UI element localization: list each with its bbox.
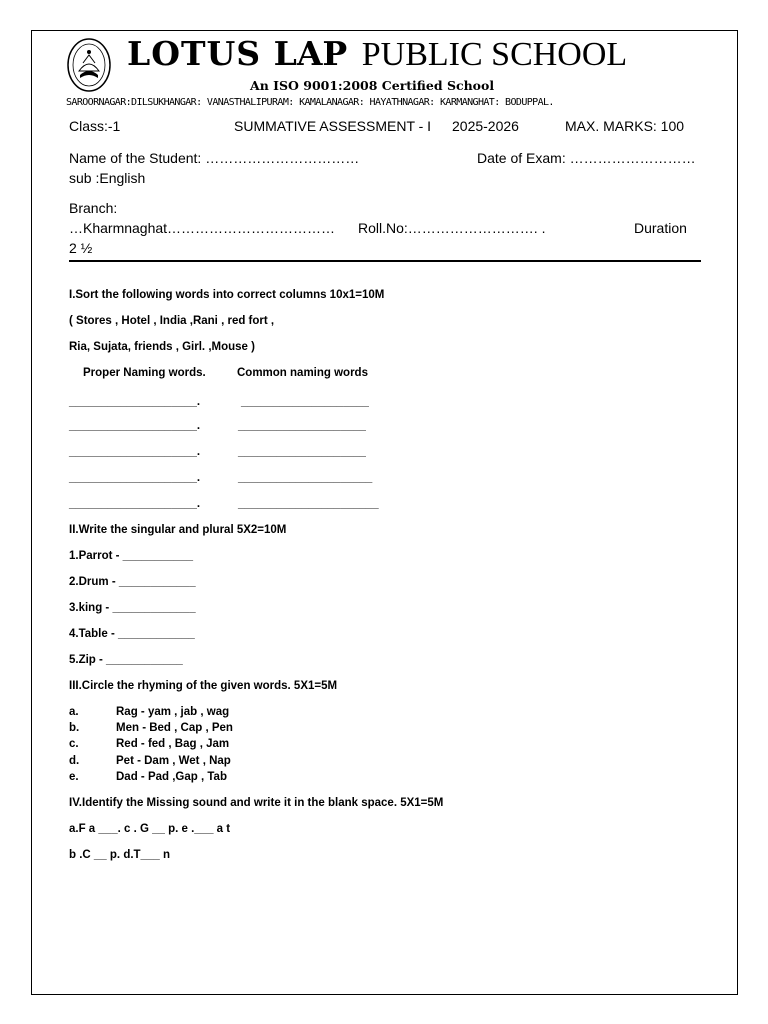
section4-title: IV.Identify the Missing sound and write it in the blank space. 5X1=5M [69,797,444,809]
school-crest-logo [66,37,112,93]
assessment-title: SUMMATIVE ASSESSMENT - I [234,118,432,134]
rhyme-item-letter: a. [69,706,79,718]
missing-sound-line1: a.F a ___. c . G __ p. e .___ a t [69,823,231,835]
rhyme-item-letter: e. [69,771,79,783]
section1-words-line2: Ria, Sujata, friends , Girl. ,Mouse ) [69,341,255,353]
section1-words-line1: ( Stores , Hotel , India ,Rani , red fort , [69,315,275,327]
blank-proper-1[interactable]: ____________________. [69,396,201,408]
certification-text: An ISO 9001:2008 Certified School [250,78,495,93]
blank-common-2[interactable]: ____________________ [238,420,366,432]
singular-plural-item-4: 4.Table - ____________ [69,628,195,640]
blank-proper-4[interactable]: ____________________. [69,472,201,484]
roll-no-field: Roll.No:………………………. . [358,220,546,236]
rhyme-item-text: Rag - yam , jab , wag [116,706,230,718]
class-label: Class:-1 [69,118,121,134]
student-name-field: Name of the Student: …………………………… [69,150,360,166]
header-divider [69,260,701,262]
column-header-common: Common naming words [237,367,368,379]
academic-year: 2025-2026 [452,118,519,134]
singular-plural-item-5: 5.Zip - ____________ [69,654,183,666]
singular-plural-item-1: 1.Parrot - ___________ [69,550,194,562]
blank-proper-2[interactable]: ____________________. [69,420,201,432]
rhyme-item-letter: b. [69,722,80,734]
section2-title: II.Write the singular and plural 5X2=10M [69,524,287,536]
rhyme-item-text: Men - Bed , Cap , Pen [116,722,233,734]
rhyme-item-text: Dad - Pad ,Gap , Tab [116,771,227,783]
rhyme-item-letter: c. [69,738,79,750]
exam-date-field: Date of Exam: ……………………… [477,150,696,166]
blank-common-1[interactable]: ____________________ [241,396,369,408]
blank-common-3[interactable]: ____________________ [238,446,366,458]
school-name: LOTUS LAP PUBLIC SCHOOL [127,34,628,73]
max-marks: MAX. MARKS: 100 [565,118,685,134]
blank-proper-3[interactable]: ____________________. [69,446,201,458]
duration-value: 2 ½ [69,240,93,256]
section1-title: I.Sort the following words into correct columns 10x1=10M [69,289,385,301]
blank-proper-5[interactable]: ____________________. [69,498,201,510]
rhyme-item-text: Pet - Dam , Wet , Nap [116,755,231,767]
branches-list: SAROORNAGAR:DILSUKHANGAR: VANASTHALIPURAM: KAMALANAGAR: HAYATHNAGAR: KARMANGHAT: BODUPPAL. [66,97,554,108]
blank-common-5[interactable]: ______________________ [238,498,379,510]
missing-sound-line2: b .C __ p. d.T___ n [69,849,170,861]
section3-title: III.Circle the rhyming of the given words. 5X1=5M [69,680,338,692]
subject-label: sub :English [69,170,146,186]
column-header-proper: Proper Naming words. [83,367,206,379]
duration-label: Duration [634,220,687,236]
blank-common-4[interactable]: _____________________ [238,472,373,484]
branch-label: Branch: [69,200,118,216]
rhyme-item-text: Red - fed , Bag , Jam [116,738,230,750]
singular-plural-item-3: 3.king - _____________ [69,602,196,614]
rhyme-item-letter: d. [69,755,80,767]
branch-value: …Kharmnaghat……………………………… [69,220,336,236]
singular-plural-item-2: 2.Drum - ____________ [69,576,196,588]
